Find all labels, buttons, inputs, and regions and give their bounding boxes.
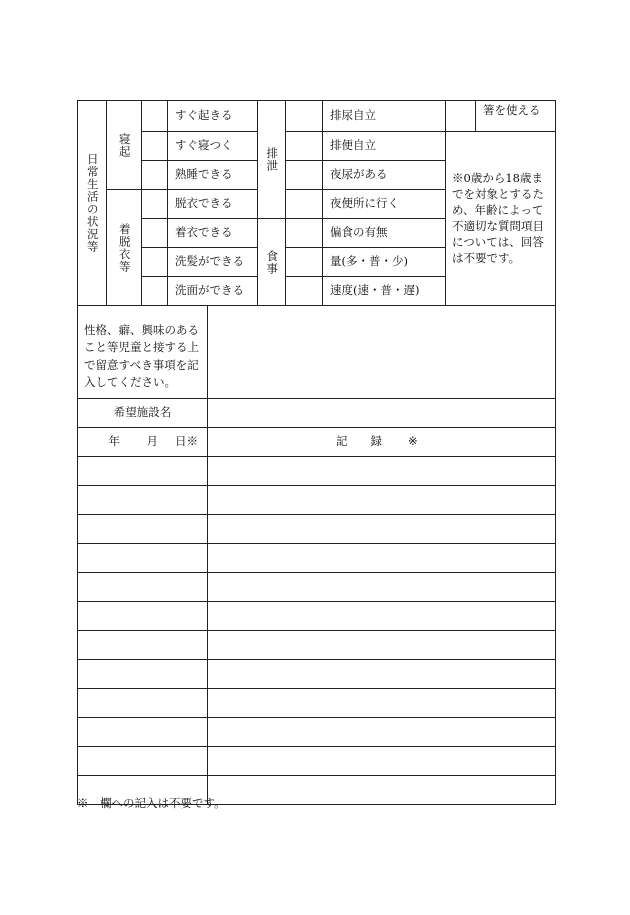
facility-label: 希望施設名: [78, 399, 208, 428]
checkbox-cell[interactable]: [286, 190, 323, 219]
record-text-cell[interactable]: [208, 602, 556, 631]
record-text-cell[interactable]: [208, 747, 556, 776]
excretion-label: 排泄: [258, 101, 286, 219]
item-label: 偏食の有無: [323, 219, 446, 248]
item-label: 排尿自立: [323, 101, 446, 132]
item-label: 夜尿がある: [323, 161, 446, 190]
facility-field[interactable]: [208, 399, 556, 428]
application-form: [77, 100, 555, 805]
item-label: 量(多・普・少): [323, 248, 446, 277]
meal-label: 食事: [258, 219, 286, 306]
item-label: 着衣できる: [168, 219, 258, 248]
record-row: [78, 486, 556, 515]
record-date-cell[interactable]: [78, 457, 208, 486]
daily-life-section-label: 日常生活の状況等: [78, 101, 107, 306]
record-row: [78, 660, 556, 689]
record-row: [78, 718, 556, 747]
daily-life-table: [77, 100, 556, 306]
record-row: [78, 515, 556, 544]
checkbox-cell[interactable]: [286, 219, 323, 248]
checkbox-cell[interactable]: [286, 277, 323, 306]
age-note: ※0歳から18歳までを対象とするため、年齢によって不適切な質問項目については、回答は不要です。: [446, 132, 556, 306]
record-date-cell[interactable]: [78, 718, 208, 747]
checkbox-cell[interactable]: [142, 161, 168, 190]
footer-note: ※ 欄への記入は不要です。: [77, 796, 226, 810]
record-date-cell[interactable]: [78, 631, 208, 660]
record-text-cell[interactable]: [208, 689, 556, 718]
date-header: 年 月 日※: [78, 428, 208, 457]
record-text-cell[interactable]: [208, 660, 556, 689]
record-table: [77, 306, 556, 805]
chopsticks-label: 箸を使える: [476, 101, 556, 132]
checkbox-cell[interactable]: [286, 101, 323, 132]
sleep-label: 寝起: [107, 101, 142, 190]
remarks-field[interactable]: [208, 306, 556, 399]
item-label: 洗髪ができる: [168, 248, 258, 277]
record-date-cell[interactable]: [78, 515, 208, 544]
checkbox-cell[interactable]: [286, 132, 323, 161]
item-label: 洗面ができる: [168, 277, 258, 306]
checkbox-cell[interactable]: [142, 248, 168, 277]
record-date-cell[interactable]: [78, 544, 208, 573]
item-label: 排便自立: [323, 132, 446, 161]
checkbox-cell[interactable]: [142, 190, 168, 219]
record-row: [78, 457, 556, 486]
record-text-cell[interactable]: [208, 457, 556, 486]
remarks-label: 性格、癖、興味のあること等児童と接する上で留意すべき事項を記入してください。: [78, 306, 208, 399]
checkbox-cell[interactable]: [142, 132, 168, 161]
item-label: 夜便所に行く: [323, 190, 446, 219]
checkbox-cell[interactable]: [286, 161, 323, 190]
record-text-cell[interactable]: [208, 776, 556, 805]
record-text-cell[interactable]: [208, 515, 556, 544]
record-row: [78, 631, 556, 660]
record-row: [78, 747, 556, 776]
checkbox-cell[interactable]: [446, 101, 476, 132]
record-row: [78, 544, 556, 573]
record-row: [78, 573, 556, 602]
record-text-cell[interactable]: [208, 631, 556, 660]
record-date-cell[interactable]: [78, 573, 208, 602]
record-date-cell[interactable]: [78, 689, 208, 718]
checkbox-cell[interactable]: [142, 101, 168, 132]
record-date-cell[interactable]: [78, 486, 208, 515]
record-date-cell[interactable]: [78, 602, 208, 631]
record-date-cell[interactable]: [78, 747, 208, 776]
record-date-cell[interactable]: [78, 660, 208, 689]
checkbox-cell[interactable]: [142, 219, 168, 248]
record-text-cell[interactable]: [208, 486, 556, 515]
checkbox-cell[interactable]: [142, 277, 168, 306]
item-label: すぐ起きる: [168, 101, 258, 132]
record-text-cell[interactable]: [208, 718, 556, 747]
checkbox-cell[interactable]: [286, 248, 323, 277]
record-text-cell[interactable]: [208, 573, 556, 602]
record-row: [78, 689, 556, 718]
record-text-cell[interactable]: [208, 544, 556, 573]
record-row: [78, 602, 556, 631]
item-label: 熟睡できる: [168, 161, 258, 190]
record-header: 記 録 ※: [208, 428, 556, 457]
item-label: 脱衣できる: [168, 190, 258, 219]
item-label: 速度(速・普・遅): [323, 277, 446, 306]
dress-label: 着脱衣等: [107, 190, 142, 306]
item-label: すぐ寝つく: [168, 132, 258, 161]
